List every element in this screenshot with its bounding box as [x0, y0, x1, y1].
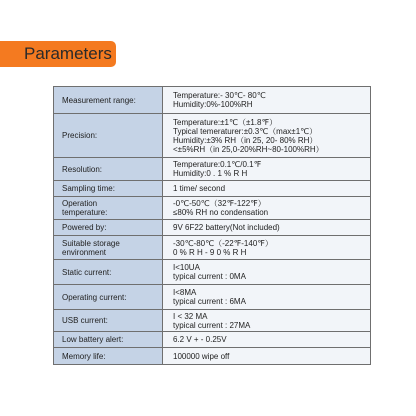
param-value: [163, 260, 371, 285]
param-value-line: -30℃-80℃（-22℉-140℉）: [173, 238, 273, 248]
param-value-line: Humidity:0 . 1 % R H: [173, 169, 248, 178]
param-value-line: typical current : 27MA: [173, 320, 251, 330]
param-label: [54, 197, 163, 220]
param-label: [54, 87, 163, 114]
param-label: [54, 310, 163, 332]
param-label-line: Suitable storage: [62, 238, 120, 248]
param-value-line: 100000 wipe off: [173, 351, 230, 361]
param-value-line: Humidity:±3% RH（in 25, 20- 80% RH）: [173, 135, 318, 145]
param-value: [163, 87, 371, 114]
param-label-line: Static current:: [62, 267, 112, 277]
param-value-line: 1 time/ second: [173, 184, 226, 193]
param-value-line: 0 % R H - 9 0 % R H: [173, 247, 247, 257]
parameters-banner: [0, 41, 116, 67]
param-value: [163, 348, 371, 365]
param-label: [54, 332, 163, 348]
param-label-line: environment: [62, 247, 107, 257]
param-label: [54, 220, 163, 236]
param-value-line: Temperature:- 30℃- 80℃: [173, 91, 266, 100]
param-value-line: typical current : 6MA: [173, 297, 246, 306]
param-label-line: temperature:: [62, 208, 108, 217]
param-value-line: ≤80% RH no condensation: [173, 208, 269, 217]
table-row: [54, 310, 371, 332]
param-value-line: Typical temeraturer:±0.3℃（max±1℃）: [173, 126, 318, 136]
table-row: [54, 181, 371, 197]
table-row: [54, 197, 371, 220]
param-value-line: Temperature:±1℃（±1.8℉）: [173, 117, 278, 127]
param-value: [163, 285, 371, 310]
table-row: [54, 285, 371, 310]
param-label: [54, 181, 163, 197]
param-value: [163, 158, 371, 181]
param-value: [163, 332, 371, 348]
param-label: [54, 236, 163, 260]
param-label-line: Memory life:: [62, 351, 106, 361]
param-label-line: Powered by:: [62, 223, 107, 232]
param-value-line: I<8MA: [173, 288, 197, 297]
param-value: [163, 181, 371, 197]
table-row: [54, 87, 371, 114]
param-label: [54, 158, 163, 181]
param-label-line: Operating current:: [62, 292, 127, 302]
table-row: [54, 348, 371, 365]
param-label: [54, 348, 163, 365]
param-value-line: 9V 6F22 battery(Not included): [173, 223, 280, 232]
param-label-line: Low battery alert:: [62, 335, 124, 344]
param-value: [163, 220, 371, 236]
param-value-line: I<10UA: [173, 263, 200, 272]
param-value: [163, 310, 371, 332]
param-label: [54, 285, 163, 310]
param-label-line: Operation: [62, 199, 98, 208]
param-label-line: Resolution:: [62, 164, 103, 174]
param-value: [163, 197, 371, 220]
param-label: [54, 114, 163, 158]
table-row: [54, 114, 371, 158]
param-value-line: I < 32 MA: [173, 311, 208, 321]
param-value: [163, 114, 371, 158]
table-row: [54, 236, 371, 260]
table-row: [54, 158, 371, 181]
param-value-line: -0℃-50℃（32℉-122℉）: [173, 199, 266, 208]
table-row: [54, 260, 371, 285]
param-value-line: Humidity:0%-100%RH: [173, 100, 253, 109]
param-label: [54, 260, 163, 285]
param-value-line: <±5%RH（in 25,0-20%RH~80-100%RH）: [173, 144, 324, 154]
param-label-line: Sampling time:: [62, 184, 115, 193]
param-value-line: 6.2 V + - 0.25V: [173, 335, 227, 344]
param-label-line: USB current:: [62, 316, 108, 325]
table-row: [54, 332, 371, 348]
param-value-line: Temperature:0.1℃/0.1℉: [173, 160, 262, 169]
table-row: [54, 220, 371, 236]
banner-title: Parameters: [24, 44, 112, 63]
parameters-table: [53, 86, 371, 365]
param-label-line: Measurement range:: [62, 95, 136, 105]
param-value: [163, 236, 371, 260]
param-label-line: Precision:: [62, 131, 98, 140]
param-value-line: typical current : 0MA: [173, 272, 246, 281]
